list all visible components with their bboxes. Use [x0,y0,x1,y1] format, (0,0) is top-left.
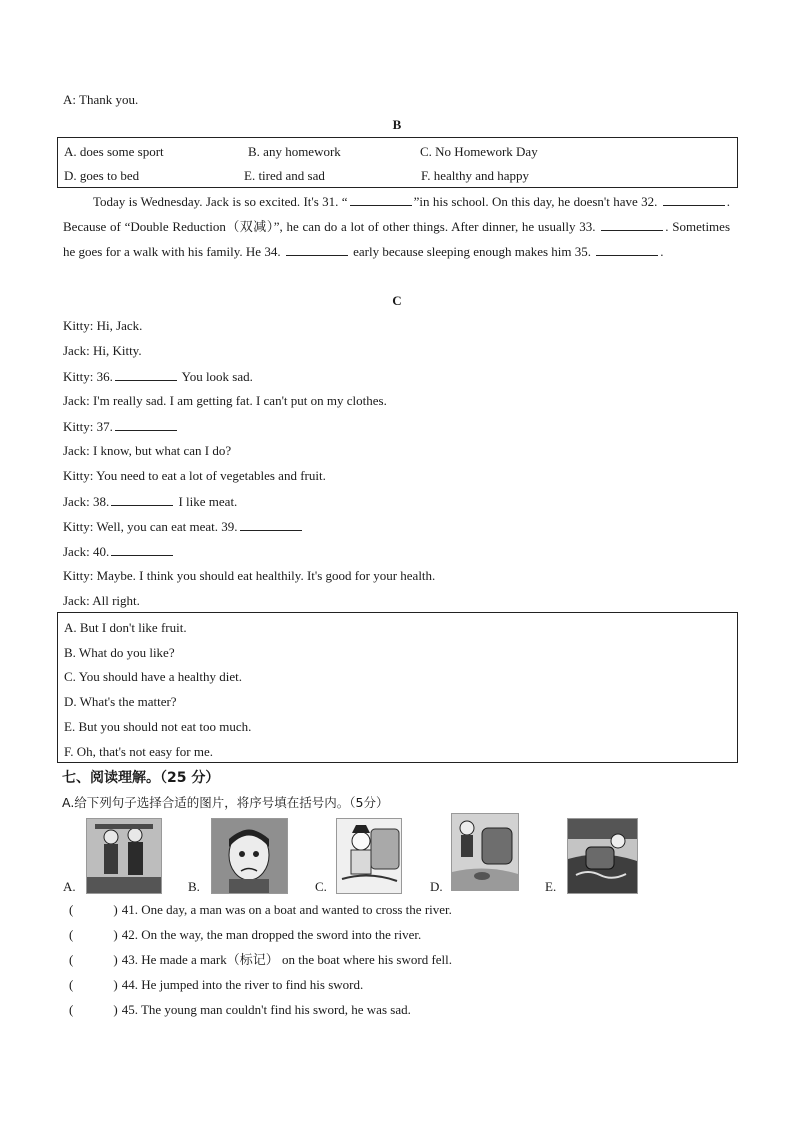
option-c-e: E. But you should not eat too much. [64,719,252,734]
passage-part-5: early because sleeping enough makes him 35. [353,244,591,259]
dialogue-line [63,543,175,560]
dialogue-text: Kitty: Well, you can eat meat. 39. [63,519,238,534]
passage-part-1: Today is Wednesday. Jack is so excited. It's 31. “ [93,194,348,209]
answer-paren-open: ( [69,902,74,917]
dialogue-line [63,468,326,484]
picture-label-c: C. [315,879,327,894]
picture-label-e: E. [545,879,557,894]
dialogue-text-after-blank: I like meat. [175,494,238,509]
section-b-heading: B [392,117,402,132]
option-c-c: C. You should have a healthy diet. [64,669,243,684]
dialogue-text: Kitty: Hi, Jack. [63,318,143,333]
dialogue-text: Jack: I'm really sad. I am getting fat. I can't put on my clothes. [63,393,387,408]
option-b-c: C. No Homework Day [420,144,538,159]
dialogue-text: Jack: Hi, Kitty. [63,343,142,358]
option-b-e: E. tired and sad [244,168,325,183]
section-c-options-box [57,612,738,763]
section-c-heading: C [392,293,402,308]
matching-item-text: 44. He jumped into the river to find his sword. [121,977,364,992]
answer-paren-close: ) [113,977,118,992]
answer-paren-close: ) [113,1002,118,1017]
dialogue-line [63,518,304,535]
dialogue-text: Jack: All right. [63,593,140,608]
picture-d-man-jumping-into-river [451,813,519,891]
option-c-b: B. What do you like? [64,645,175,660]
dialogue-line [63,443,231,459]
matching-item-text: 41. One day, a man was on a boat and wanted to cross the river. [121,902,452,917]
dialogue-text: Jack: 40. [63,544,110,559]
matching-item [69,1002,411,1018]
option-c-a: A. But I don't like fruit. [64,620,187,635]
picture-label-d: D. [430,879,443,894]
option-b-f: F. healthy and happy [421,168,529,183]
dialogue-line [63,568,435,584]
option-b-a: A. does some sport [64,144,164,159]
intro-dialogue-line: A: Thank you. [63,92,139,107]
blank-32[interactable] [663,193,725,206]
dialogue-line [63,418,179,435]
answer-paren-open: ( [69,1002,74,1017]
picture-label-a: A. [63,879,76,894]
passage-part-6: . [660,244,664,259]
dialogue-blank[interactable] [111,543,173,556]
dialogue-blank[interactable] [240,518,302,531]
answer-paren-close: ) [113,927,118,942]
section-b-options-box [57,137,738,188]
picture-b-drawing [212,819,287,893]
answer-paren-open: ( [69,927,74,942]
passage-part-2: ”in his school. On this day, he doesn't have 32. [413,194,658,209]
blank-35[interactable] [596,243,658,256]
dialogue-line [63,368,253,385]
dialogue-text-after-blank: You look sad. [178,369,253,384]
matching-item-text: 42. On the way, the man dropped the sword into the river. [121,927,422,942]
picture-e-man-in-water [567,818,638,894]
passage-part-3: . Because of “Double Reduction（双减）”, he can do a lot of other things. After dinner, he usually 33. [63,194,731,234]
dialogue-text: Kitty: Maybe. I think you should eat healthily. It's good for your health. [63,568,436,583]
blank-33[interactable] [601,218,663,231]
picture-a-drawing [87,819,161,893]
dialogue-line [63,593,140,609]
section-7-title: 七、阅读理解。（25 分） [62,770,220,786]
dialogue-text: Jack: I know, but what can I do? [63,443,232,458]
dialogue-text: Jack: 38. [63,494,110,509]
option-c-f: F. Oh, that's not easy for me. [64,744,213,759]
picture-b-sad-face [211,818,288,894]
matching-item-text: 45. The young man couldn't find his sword, he was sad. [121,1002,411,1017]
answer-paren-close: ) [113,902,118,917]
matching-item [69,902,452,918]
dialogue-text: Kitty: 36. [63,369,113,384]
dialogue-text: Kitty: You need to eat a lot of vegetables and fruit. [63,468,326,483]
blank-31[interactable] [350,193,412,206]
passage-part-4: . Sometimes he goes for a walk with his family. He 34. [63,219,730,259]
dialogue-text: Kitty: 37. [63,419,113,434]
section-7-instruction: A.给下列句子选择合适的图片，将序号填在括号内。（5分） [62,795,389,810]
matching-item [69,927,421,943]
answer-paren-open: ( [69,977,74,992]
picture-d-drawing [452,814,518,890]
option-b-b: B. any homework [248,144,341,159]
matching-item [69,952,452,968]
dialogue-line [63,393,387,409]
answer-paren-open: ( [69,952,74,967]
picture-e-drawing [568,819,637,893]
dialogue-line [63,343,142,359]
section-b-passage [63,189,730,264]
picture-c-man-marking-boat [336,818,402,894]
blank-34[interactable] [286,243,348,256]
option-b-d: D. goes to bed [64,168,140,183]
dialogue-line [63,493,237,510]
matching-item-text: 43. He made a mark（标记） on the boat where his sword fell. [121,952,453,967]
matching-item [69,977,363,993]
dialogue-line [63,318,142,334]
dialogue-blank[interactable] [115,368,177,381]
dialogue-blank[interactable] [115,418,177,431]
picture-c-drawing [337,819,401,893]
picture-a-two-men-on-boat [86,818,162,894]
answer-paren-close: ) [113,952,118,967]
dialogue-blank[interactable] [111,493,173,506]
option-c-d: D. What's the matter? [64,694,177,709]
picture-label-b: B. [188,879,200,894]
